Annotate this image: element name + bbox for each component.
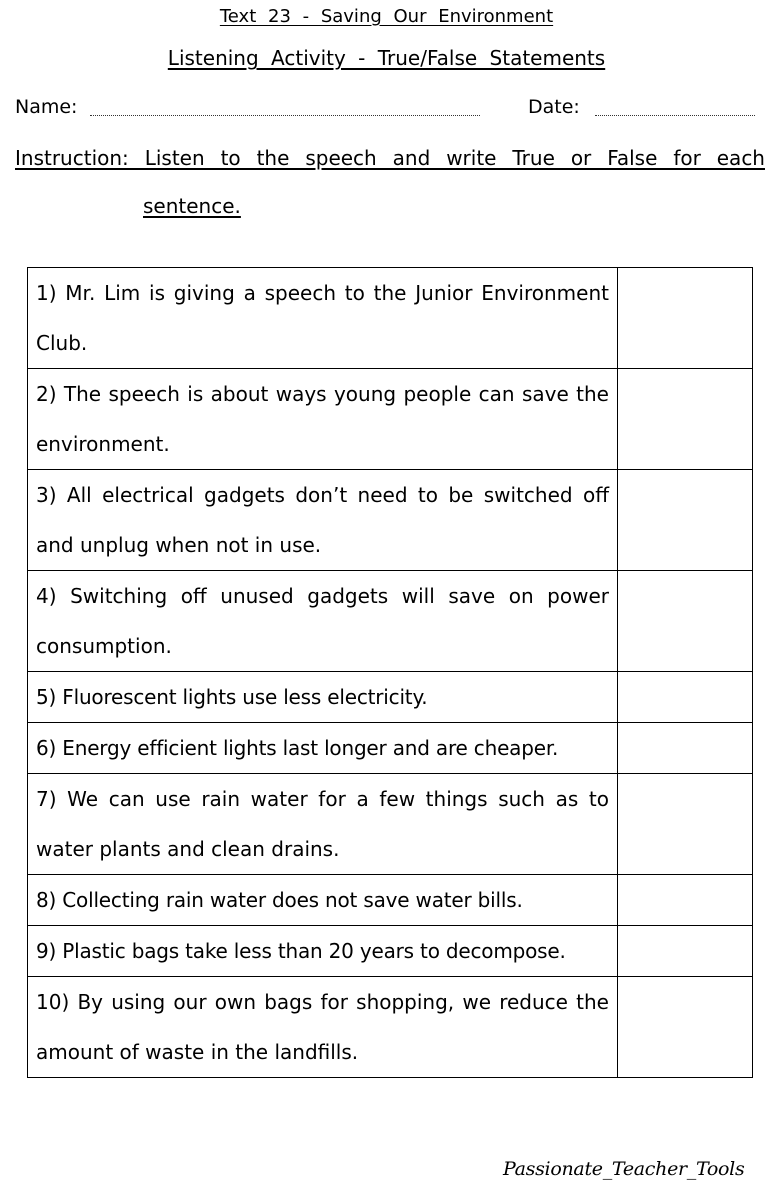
text-title: Text 23 - Saving Our Environment xyxy=(219,6,554,27)
statement-text: 3) All electrical gadgets don’t need to be switched off and unplug when not in use. xyxy=(36,483,609,557)
statement-text: 6) Energy efficient lights last longer and are cheaper. xyxy=(36,736,559,760)
statement-row xyxy=(28,268,753,369)
date-field[interactable] xyxy=(595,115,755,116)
statement-text: 10) By using our own bags for shopping, we reduce the amount of waste in the landfills. xyxy=(36,990,609,1064)
footer-credit: Passionate_Teacher_Tools xyxy=(503,1158,745,1180)
statement-row xyxy=(28,926,753,977)
true-false-table xyxy=(27,267,753,1078)
statement-text: 8) Collecting rain water does not save water bills. xyxy=(36,888,523,912)
statement-row xyxy=(28,369,753,470)
statement-text: 5) Fluorescent lights use less electricity. xyxy=(36,685,428,709)
statement-row xyxy=(28,723,753,774)
answer-cell[interactable] xyxy=(618,926,753,977)
date-label: Date: xyxy=(528,96,580,118)
instruction-line-2: sentence. xyxy=(143,194,241,218)
answer-cell[interactable] xyxy=(618,875,753,926)
answer-cell[interactable] xyxy=(618,774,753,875)
statement-text: 9) Plastic bags take less than 20 years to decompose. xyxy=(36,939,566,963)
answer-cell[interactable] xyxy=(618,723,753,774)
answer-cell[interactable] xyxy=(618,571,753,672)
statement-text: 4) Switching off unused gadgets will save on power consumption. xyxy=(36,584,609,658)
activity-title: Listening Activity - True/False Statements xyxy=(167,46,606,70)
name-date-row xyxy=(15,96,760,122)
statement-row xyxy=(28,672,753,723)
name-field[interactable] xyxy=(90,115,480,116)
statement-row xyxy=(28,571,753,672)
statement-row xyxy=(28,977,753,1078)
answer-cell[interactable] xyxy=(618,268,753,369)
statement-row xyxy=(28,875,753,926)
statement-row xyxy=(28,470,753,571)
name-label: Name: xyxy=(15,96,78,118)
answer-cell[interactable] xyxy=(618,977,753,1078)
instruction-line-1: Instruction: Listen to the speech and write True or False for each xyxy=(15,146,765,170)
statement-row xyxy=(28,774,753,875)
statement-text: 7) We can use rain water for a few things such as to water plants and clean drains. xyxy=(36,787,609,861)
answer-cell[interactable] xyxy=(618,369,753,470)
answer-cell[interactable] xyxy=(618,470,753,571)
statement-text: 1) Mr. Lim is giving a speech to the Junior Environment Club. xyxy=(36,281,609,355)
statement-text: 2) The speech is about ways young people can save the environment. xyxy=(36,382,609,456)
answer-cell[interactable] xyxy=(618,672,753,723)
